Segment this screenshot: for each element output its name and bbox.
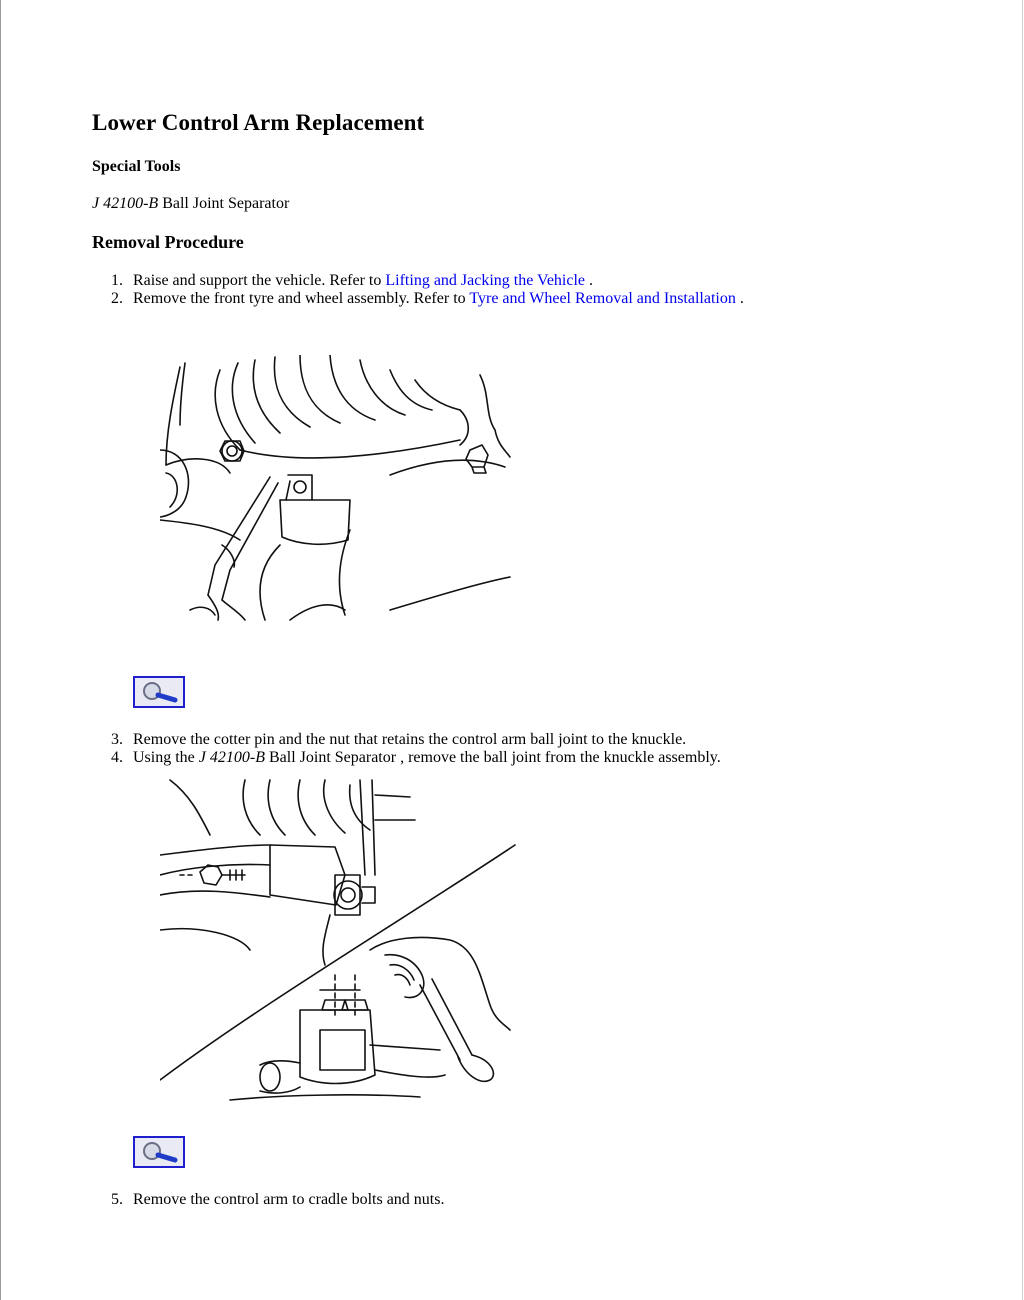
page-right-edge — [1022, 0, 1023, 1300]
page-title: Lower Control Arm Replacement — [92, 110, 425, 135]
step-item — [92, 749, 721, 767]
ball-joint-illustration — [160, 355, 520, 625]
zoom-figure-button[interactable] — [133, 1136, 185, 1168]
step-item — [92, 272, 744, 290]
step-text: Remove the cotter pin and the nut that retains the control arm ball joint to the knuckle. — [133, 731, 687, 748]
step-number: 3. — [111, 731, 123, 748]
tool-name: Ball Joint Separator — [158, 195, 290, 212]
lifting-jacking-link[interactable]: Lifting and Jacking the Vehicle — [385, 272, 586, 289]
step-number: 1. — [111, 272, 123, 289]
tool-code: J 42100-B — [198, 749, 265, 766]
tyre-wheel-link[interactable]: Tyre and Wheel Removal and Installation — [469, 290, 736, 307]
step-text: Raise and support the vehicle. Refer to — [133, 272, 386, 289]
steps-list-2 — [92, 731, 721, 767]
steps-list-3 — [92, 1191, 444, 1209]
steps-list-1 — [92, 272, 744, 308]
step-text: Remove the control arm to cradle bolts and nuts. — [133, 1191, 445, 1208]
zoom-figure-button[interactable] — [133, 676, 185, 708]
step-item — [92, 1191, 444, 1209]
special-tool-entry — [92, 195, 289, 213]
step-text-end: . — [585, 272, 594, 289]
removal-procedure-heading: Removal Procedure — [92, 232, 244, 252]
special-tools-heading: Special Tools — [92, 158, 181, 175]
ball-joint-separator-illustration — [160, 775, 520, 1125]
tool-code: J 42100-B — [92, 195, 159, 212]
page-left-edge — [0, 0, 1, 1300]
step-item — [92, 290, 744, 308]
step-number: 2. — [111, 290, 123, 307]
step-text: Using the — [133, 749, 199, 766]
step-item — [92, 731, 721, 749]
step-number: 5. — [111, 1191, 123, 1208]
magnifier-icon — [135, 678, 183, 706]
magnifier-icon — [135, 1138, 183, 1166]
step-text-end: Ball Joint Separator , remove the ball joint from the knuckle assembly. — [264, 749, 721, 766]
step-number: 4. — [111, 749, 123, 766]
step-text-end: . — [735, 290, 744, 307]
step-text: Remove the front tyre and wheel assembly. Refer to — [133, 290, 470, 307]
